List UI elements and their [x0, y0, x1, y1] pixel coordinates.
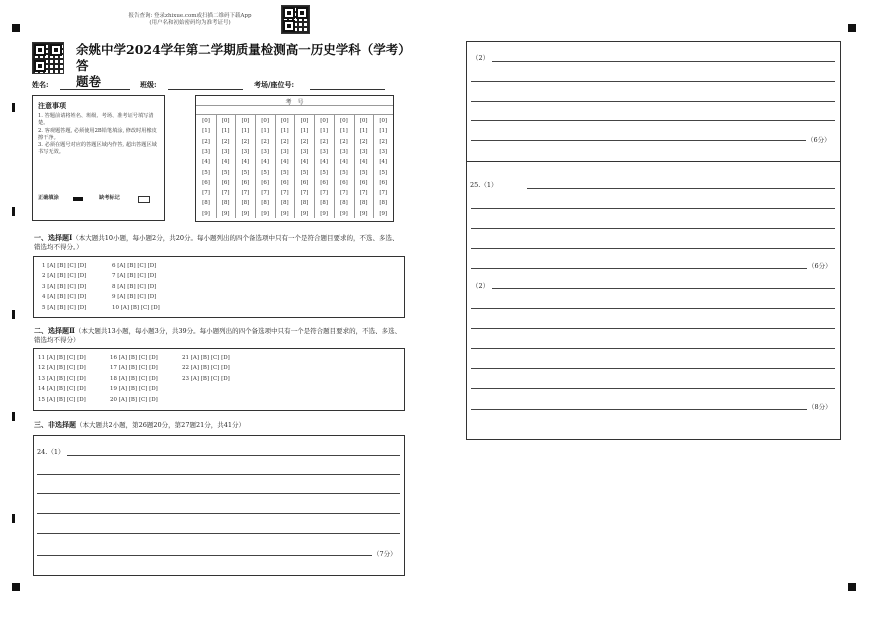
exam-digit-bubble[interactable]: [4]: [339, 159, 348, 166]
choice-question-row[interactable]: 14 [A] [B] [C] [D]: [38, 386, 86, 393]
exam-digit-bubble[interactable]: [2]: [261, 138, 269, 145]
choice-question-row[interactable]: 21 [A] [B] [C] [D]: [182, 355, 230, 361]
exam-digit-bubble[interactable]: [2]: [359, 138, 368, 145]
exam-digit-bubble[interactable]: [5]: [261, 169, 269, 176]
exam-digit-bubble[interactable]: [8]: [202, 200, 210, 207]
exam-digit-bubble[interactable]: [9]: [280, 210, 289, 217]
q24-2-score: （6分）: [807, 136, 831, 144]
exam-digit-bubble[interactable]: [8]: [379, 200, 388, 207]
timing-bar: [12, 103, 15, 112]
scan-note-line2: (用户名和初始密码均为准考证号): [149, 20, 231, 26]
choice-question-row[interactable]: 2 [A] [B] [C] [D]: [42, 273, 87, 280]
exam-digit-bubble[interactable]: [6]: [241, 179, 250, 186]
corner-mark-bottom-left: [12, 583, 20, 591]
exam-digit-bubble[interactable]: [8]: [359, 200, 368, 207]
exam-digit-bubble[interactable]: [1]: [320, 128, 329, 135]
exam-digit-bubble[interactable]: [0]: [339, 118, 348, 124]
exam-digit-bubble[interactable]: [4]: [280, 159, 289, 166]
exam-digit-bubble[interactable]: [6]: [261, 179, 269, 186]
exam-digit-bubble[interactable]: [4]: [320, 159, 329, 166]
section1-title: 一、选择题Ⅰ: [34, 233, 73, 242]
exam-digit-bubble[interactable]: [9]: [320, 210, 329, 217]
corner-mark-top-left: [12, 24, 20, 32]
right-answer-box-upper: [466, 41, 841, 162]
answer-line[interactable]: [471, 409, 807, 410]
exam-digit-bubble[interactable]: [8]: [320, 200, 329, 207]
timing-bar: [12, 207, 15, 216]
choice-question-row[interactable]: 18 [A] [B] [C] [D]: [110, 375, 158, 382]
answer-line[interactable]: [492, 288, 835, 289]
exam-digit-bubble[interactable]: [5]: [241, 169, 250, 176]
correct-fill-label: 正确填涂: [38, 195, 59, 201]
exam-digit-bubble[interactable]: [3]: [359, 148, 368, 155]
exam-digit-bubble[interactable]: [8]: [241, 200, 250, 207]
right-answer-box-lower: [466, 161, 841, 440]
section1-heading: [34, 233, 402, 252]
exam-digit-bubble[interactable]: [6]: [280, 179, 289, 186]
notice-item: 2. 客观题答题, 必须使用2B铅笔填涂, 修改时用橡皮擦干净。: [38, 127, 157, 141]
choice-question-row[interactable]: 1 [A] [B] [C] [D]: [42, 263, 87, 269]
paper-qr-code: [32, 42, 64, 74]
exam-number-grid: [195, 95, 394, 222]
exam-digit-bubble[interactable]: [4]: [221, 159, 230, 166]
answer-line[interactable]: [471, 228, 835, 229]
section3-title: 三、非选择题: [34, 420, 76, 429]
exam-digit-bubble[interactable]: [2]: [221, 138, 230, 145]
exam-digit-bubble[interactable]: [5]: [280, 169, 289, 176]
answer-line[interactable]: [471, 328, 835, 329]
exam-digit-bubble[interactable]: [0]: [261, 118, 269, 124]
section2-title: 二、选择题Ⅱ: [34, 326, 75, 335]
choice-question-row[interactable]: 13 [A] [B] [C] [D]: [38, 375, 86, 382]
exam-digit-bubble[interactable]: [9]: [300, 210, 309, 217]
exam-digit-bubble[interactable]: [4]: [202, 159, 210, 166]
exam-digit-bubble[interactable]: [0]: [202, 118, 210, 124]
page-title: [76, 42, 416, 90]
section3-desc: （本大题共2小题，第26题20分，第27题21分，共41分）: [76, 421, 245, 429]
exam-digit-bubble[interactable]: [8]: [300, 200, 309, 207]
exam-digit-bubble[interactable]: [4]: [241, 159, 250, 166]
exam-digit-bubble[interactable]: [3]: [339, 148, 348, 155]
exam-digit-bubble[interactable]: [0]: [241, 118, 250, 124]
q25-2-score: （8分）: [808, 403, 832, 411]
exam-digit-bubble[interactable]: [2]: [280, 138, 289, 145]
exam-digit-bubble[interactable]: [7]: [202, 190, 210, 197]
exam-digit-bubble[interactable]: [8]: [261, 200, 269, 207]
exam-digit-bubble[interactable]: [1]: [379, 128, 388, 135]
notice-item: 1. 答题前请将姓名、班级、考场、准考证号填写清楚。: [38, 113, 154, 127]
exam-digit-bubble[interactable]: [3]: [261, 148, 269, 155]
choice-question-row[interactable]: 4 [A] [B] [C] [D]: [42, 294, 87, 301]
exam-digit-bubble[interactable]: [6]: [320, 179, 329, 186]
exam-digit-bubble[interactable]: [5]: [339, 169, 348, 176]
answer-line[interactable]: [471, 308, 835, 309]
choice-question-row[interactable]: 20 [A] [B] [C] [D]: [110, 396, 158, 403]
name-field[interactable]: [60, 89, 130, 90]
q24-1-label: 24.（1）: [37, 448, 65, 456]
answer-line[interactable]: [527, 188, 835, 189]
timing-bar: [12, 310, 15, 319]
exam-digit-bubble[interactable]: [1]: [241, 128, 250, 135]
exam-digit-bubble[interactable]: [3]: [280, 148, 289, 155]
correct-fill-sample: [73, 197, 83, 201]
exam-digit-bubble[interactable]: [1]: [300, 128, 309, 135]
q24-1-score: （7分）: [373, 550, 397, 558]
answer-line[interactable]: [37, 533, 400, 534]
exam-digit-bubble[interactable]: [7]: [359, 190, 368, 197]
exam-digit-bubble[interactable]: [8]: [339, 200, 348, 207]
answer-line[interactable]: [37, 513, 400, 514]
title-line2: 题卷: [76, 74, 102, 89]
exam-digit-bubble[interactable]: [6]: [300, 179, 309, 186]
exam-digit-bubble[interactable]: [7]: [379, 190, 388, 197]
answer-line[interactable]: [471, 268, 807, 269]
choice-question-row[interactable]: 3 [A] [B] [C] [D]: [42, 283, 87, 290]
class-field[interactable]: [168, 89, 243, 90]
answer-line[interactable]: [471, 120, 835, 121]
exam-digit-bubble[interactable]: [0]: [300, 118, 309, 124]
exam-digit-bubble[interactable]: [9]: [221, 210, 230, 217]
exam-digit-bubble[interactable]: [3]: [300, 148, 309, 155]
exam-digit-bubble[interactable]: [9]: [359, 210, 368, 217]
answer-line[interactable]: [492, 61, 835, 62]
exam-digit-bubble[interactable]: [4]: [379, 159, 388, 166]
name-label: 姓名:: [32, 80, 49, 89]
exam-digit-bubble[interactable]: [5]: [221, 169, 230, 176]
exam-digit-bubble[interactable]: [2]: [300, 138, 309, 145]
exam-digit-bubble[interactable]: [1]: [202, 128, 210, 135]
choice-question-row[interactable]: 17 [A] [B] [C] [D]: [110, 365, 158, 372]
choice-question-row[interactable]: 10 [A] [B] [C] [D]: [112, 304, 160, 311]
exam-digit-bubble[interactable]: [9]: [241, 210, 250, 217]
section2-answer-box: [33, 348, 405, 411]
exam-digit-bubble[interactable]: [8]: [280, 200, 289, 207]
notice-list: [38, 113, 160, 157]
answer-line[interactable]: [37, 474, 400, 475]
exam-digit-bubble[interactable]: [5]: [202, 169, 210, 176]
exam-digit-bubble[interactable]: [7]: [261, 190, 269, 197]
q24-2-label: （2）: [472, 54, 490, 62]
exam-digit-bubble[interactable]: [4]: [300, 159, 309, 166]
exam-digit-bubble[interactable]: [2]: [241, 138, 250, 145]
exam-digit-bubble[interactable]: [9]: [261, 210, 269, 217]
q25-1-score: （6分）: [808, 262, 832, 270]
answer-line[interactable]: [471, 388, 835, 389]
answer-line[interactable]: [67, 455, 400, 456]
exam-digit-bubble[interactable]: [2]: [339, 138, 348, 145]
exam-digit-bubble[interactable]: [0]: [379, 118, 388, 124]
section2-desc: （本大题共13小题，每小题3分，共39分。每小题列出的四个备选项中只有一个是符合题目要求的，不选、多选、错选均不得分）: [34, 327, 402, 344]
choice-question-row[interactable]: 22 [A] [B] [C] [D]: [182, 365, 230, 372]
exam-digit-bubble[interactable]: [7]: [320, 190, 329, 197]
exam-digit-bubble[interactable]: [5]: [320, 169, 329, 176]
exam-digit-bubble[interactable]: [9]: [339, 210, 348, 217]
choice-question-row[interactable]: 16 [A] [B] [C] [D]: [110, 355, 158, 361]
exam-digit-bubble[interactable]: [7]: [241, 190, 250, 197]
choice-question-row[interactable]: 11 [A] [B] [C] [D]: [38, 355, 86, 361]
exam-digit-bubble[interactable]: [6]: [221, 179, 230, 186]
section1-desc: （本大题共10小题，每小题2分，共20分。每小题列出的四个备选项中只有一个是符合题目要求的，不选、多选、错选均不得分。）: [34, 234, 399, 251]
exam-digit-bubble[interactable]: [1]: [339, 128, 348, 135]
notice-item: 3. 必须在题号对应的答题区域内作答, 超出答题区域书写无效。: [38, 142, 157, 156]
exam-digit-bubble[interactable]: [7]: [280, 190, 289, 197]
exam-number-header: 考 号: [285, 99, 304, 106]
choice-question-row[interactable]: 19 [A] [B] [C] [D]: [110, 386, 158, 393]
exam-digit-bubble[interactable]: [5]: [379, 169, 388, 176]
q25-1-label: 25.（1）: [470, 181, 498, 189]
scan-note-line1: 报告查询: 登录zhixue.com或扫描二维码下载App: [128, 13, 252, 19]
exam-digit-bubble[interactable]: [9]: [202, 210, 210, 217]
corner-mark-top-right: [848, 24, 856, 32]
exam-digit-bubble[interactable]: [7]: [221, 190, 230, 197]
exam-digit-bubble[interactable]: [0]: [320, 118, 329, 124]
class-label: 班级:: [140, 80, 157, 89]
exam-digit-bubble[interactable]: [1]: [280, 128, 289, 135]
choice-question-row[interactable]: 8 [A] [B] [C] [D]: [112, 283, 157, 290]
q25-2-label: （2）: [472, 282, 490, 290]
answer-line[interactable]: [37, 555, 372, 556]
header-divider: [196, 105, 393, 106]
answer-line[interactable]: [471, 81, 835, 82]
absent-mark-label: 缺考标记: [99, 195, 120, 201]
section1-answer-box: [33, 256, 405, 318]
exam-digit-bubble[interactable]: [2]: [379, 138, 388, 145]
exam-digit-bubble[interactable]: [4]: [261, 159, 269, 166]
exam-digit-bubble[interactable]: [6]: [379, 179, 388, 186]
section2-heading: [34, 326, 402, 345]
corner-mark-bottom-right: [848, 583, 856, 591]
exam-digit-bubble[interactable]: [6]: [359, 179, 368, 186]
exam-digit-bubble[interactable]: [7]: [300, 190, 309, 197]
exam-digit-bubble[interactable]: [2]: [202, 138, 210, 145]
exam-digit-bubble[interactable]: [9]: [379, 210, 388, 217]
choice-question-row[interactable]: 23 [A] [B] [C] [D]: [182, 375, 230, 382]
q24-answer-box: [33, 435, 405, 576]
exam-digit-bubble[interactable]: [4]: [359, 159, 368, 166]
notice-title: 注意事项: [38, 101, 66, 110]
seat-field[interactable]: [310, 89, 385, 90]
exam-digit-bubble[interactable]: [8]: [221, 200, 230, 207]
answer-line[interactable]: [37, 493, 400, 494]
exam-digit-bubble[interactable]: [0]: [221, 118, 230, 124]
exam-digit-bubble[interactable]: [3]: [379, 148, 388, 155]
exam-digit-bubble[interactable]: [2]: [320, 138, 329, 145]
choice-question-row[interactable]: 6 [A] [B] [C] [D]: [112, 263, 157, 269]
choice-question-row[interactable]: 9 [A] [B] [C] [D]: [112, 294, 157, 301]
exam-digit-bubble[interactable]: [5]: [359, 169, 368, 176]
exam-digit-bubble[interactable]: [3]: [221, 148, 230, 155]
choice-question-row[interactable]: 12 [A] [B] [C] [D]: [38, 365, 86, 372]
exam-digit-bubble[interactable]: [7]: [339, 190, 348, 197]
exam-digit-bubble[interactable]: [5]: [300, 169, 309, 176]
answer-line[interactable]: [471, 140, 806, 141]
exam-digit-bubble[interactable]: [3]: [202, 148, 210, 155]
report-qr-code: [281, 5, 310, 34]
exam-digit-bubble[interactable]: [0]: [280, 118, 289, 124]
absent-mark-box[interactable]: [138, 196, 150, 203]
choice-question-row[interactable]: 7 [A] [B] [C] [D]: [112, 273, 157, 280]
answer-line[interactable]: [471, 348, 835, 349]
answer-line[interactable]: [471, 208, 835, 209]
exam-digit-bubble[interactable]: [0]: [359, 118, 368, 124]
choice-question-row[interactable]: 5 [A] [B] [C] [D]: [42, 304, 87, 311]
timing-bar: [12, 514, 15, 523]
answer-line[interactable]: [471, 101, 835, 102]
scan-note: [110, 13, 270, 27]
exam-digit-bubble[interactable]: [3]: [241, 148, 250, 155]
exam-digit-bubble[interactable]: [1]: [359, 128, 368, 135]
notice-box: [32, 95, 165, 221]
choice-question-row[interactable]: 15 [A] [B] [C] [D]: [38, 396, 86, 403]
title-line1: 余姚中学2024学年第二学期质量检测高一历史学科（学考）答: [76, 42, 411, 73]
exam-digit-bubble[interactable]: [3]: [320, 148, 329, 155]
exam-digit-bubble[interactable]: [6]: [202, 179, 210, 186]
exam-digit-bubble[interactable]: [6]: [339, 179, 348, 186]
answer-line[interactable]: [471, 248, 835, 249]
timing-bar: [12, 412, 15, 421]
section3-heading: [34, 420, 402, 430]
exam-digit-bubble[interactable]: [1]: [221, 128, 230, 135]
answer-line[interactable]: [471, 368, 835, 369]
exam-digit-bubble[interactable]: [1]: [261, 128, 269, 135]
seat-label: 考场/座位号:: [254, 80, 295, 89]
